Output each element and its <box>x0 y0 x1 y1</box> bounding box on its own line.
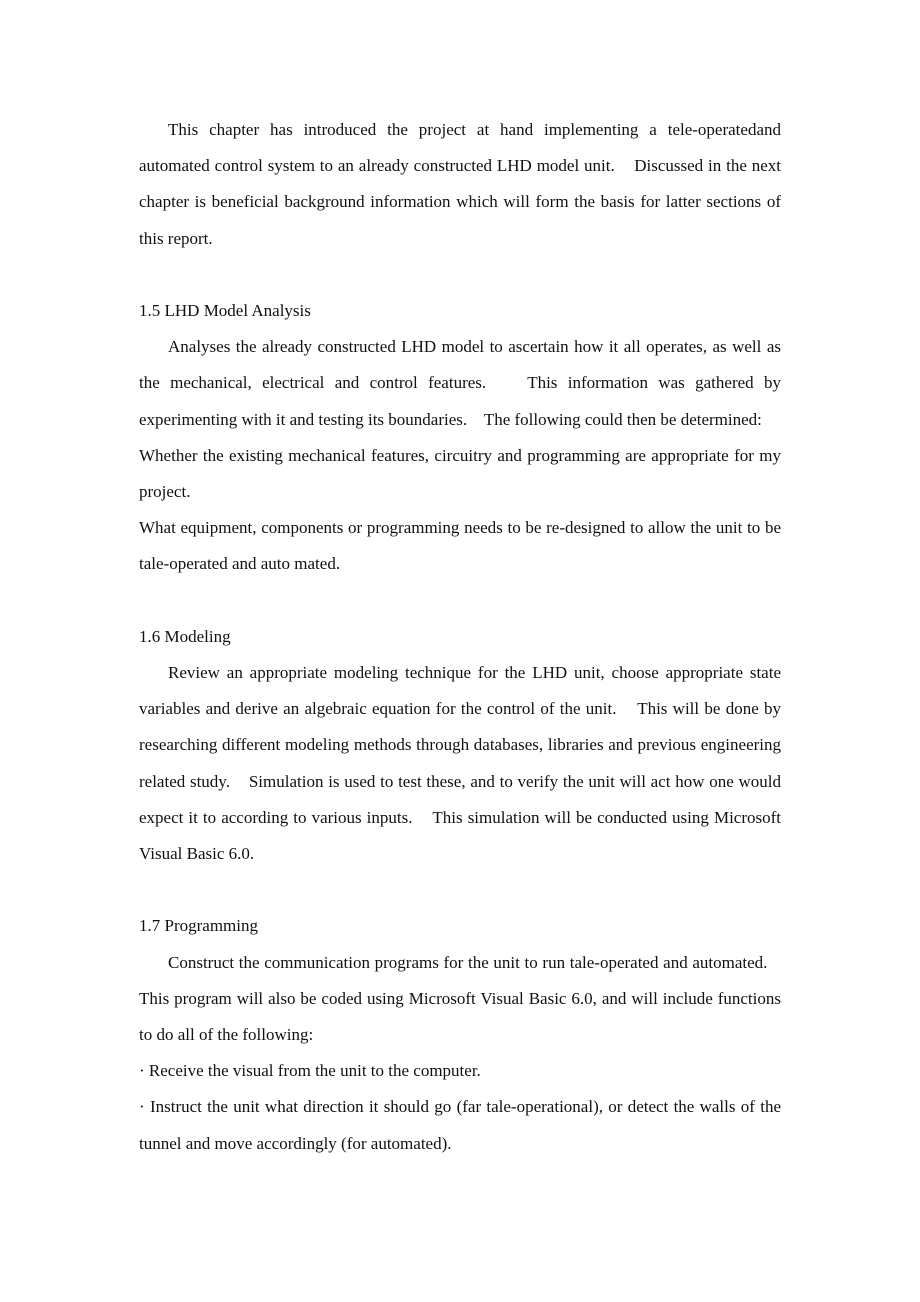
section-1-5-paragraph: Analyses the already constructed LHD model to ascertain how it all operates, as well as the mechanical, electrical and control features. This information was gathered by experimenting with it and testing its boundaries. The following could then be determined: <box>139 337 781 429</box>
section-gap <box>139 872 781 908</box>
section-heading-1-5: 1.5 LHD Model Analysis <box>139 301 311 320</box>
document-page <box>139 112 781 1162</box>
section-heading-1-7: 1.7 Programming <box>139 916 258 936</box>
section-1-5-item-1: Whether the existing mechanical features, circuitry and programming are appropriate for my project. <box>139 445 781 502</box>
section-1-7-bullet-1: · Receive the visual from the unit to the computer. <box>139 1061 481 1081</box>
section-1-5-item-2: What equipment, components or programming needs to be re-designed to allow the unit to be tale-operated and auto mated. <box>139 518 781 574</box>
section-1-6-paragraph: Review an appropriate modeling technique for the LHD unit, choose appropriate state variables and derive an algebraic equation for the control of the unit. This will be done by researching different modeling methods through databases, libraries and previous engineering related study. Simulation is used to test these, and to verify the unit will act how one would expect it to according to various inputs. This simulation will be conducted using Microsoft Visual Basic 6.0. <box>139 663 781 864</box>
section-gap <box>139 257 781 293</box>
intro-paragraph: This chapter has introduced the project at hand implementing a tele-operatedand automated control system to an already constructed LHD model unit. Discussed in the next chapter is beneficial background information which will form the basis for latter sections of this report. <box>139 120 781 248</box>
section-heading-1-6: 1.6 Modeling <box>139 626 231 646</box>
section-1-7-bullet-2: · Instruct the unit what direction it should go (far tale-operational), or detect the walls of the tunnel and move accordingly (for automated). <box>139 1097 781 1153</box>
section-1-7-paragraph: Construct the communication programs for the unit to run tale-operated and automated. This program will also be coded using Microsoft Visual Basic 6.0, and will include functions to do all of the following: <box>139 952 781 1045</box>
section-gap <box>139 583 781 619</box>
